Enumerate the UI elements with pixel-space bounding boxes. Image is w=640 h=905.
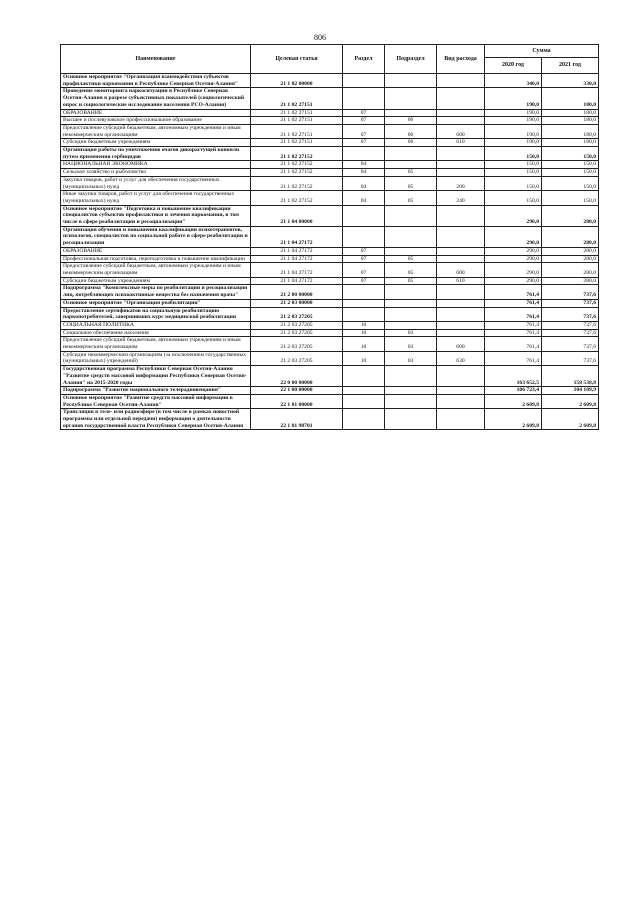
header-subsection: Подраздел [385, 45, 437, 74]
cell-section: 04 [343, 169, 385, 177]
table-row [61, 277, 599, 285]
cell-name: Высшее и послевузовское профессиональное образование [61, 117, 251, 125]
cell-2020: 163 652,5 [485, 366, 542, 387]
cell-2020: 150,0 [485, 147, 542, 161]
cell-expense-type [437, 299, 485, 307]
table-row [61, 337, 599, 351]
cell-expense-type: 610 [437, 277, 485, 285]
cell-name: Основное мероприятие "Организация взаимодействия субъектов профилактики наркомании в Республике Северная Осетия-Алания" [61, 74, 251, 88]
cell-name: Основное мероприятие "Подготовка и повышение квалификации специалистов субъектов профилактики и лечения наркомании, в том числе в сфере реабилитации и ресоциализации" [61, 205, 251, 226]
table-row [61, 366, 599, 387]
cell-2020: 761,4 [485, 337, 542, 351]
cell-2020: 290,0 [485, 263, 542, 277]
cell-subsection [385, 387, 437, 395]
cell-subsection: 05 [385, 176, 437, 190]
cell-subsection: 06 [385, 124, 437, 138]
cell-2021: 280,0 [542, 205, 599, 226]
cell-section: 10 [343, 337, 385, 351]
table-row [61, 307, 599, 321]
cell-2020: 190,0 [485, 124, 542, 138]
cell-section [343, 285, 385, 299]
cell-expense-type [437, 147, 485, 161]
cell-section: 07 [343, 277, 385, 285]
cell-2021: 180,0 [542, 139, 599, 147]
cell-2020: 106 723,4 [485, 387, 542, 395]
table-row [61, 191, 599, 205]
cell-expense-type [437, 329, 485, 337]
cell-subsection [385, 321, 437, 329]
cell-expense-type: 600 [437, 263, 485, 277]
cell-expense-type [437, 409, 485, 430]
table-row [61, 321, 599, 329]
cell-2021: 737,6 [542, 329, 599, 337]
cell-subsection [385, 285, 437, 299]
cell-2020: 190,0 [485, 88, 542, 109]
cell-subsection [385, 74, 437, 88]
table-body [61, 74, 599, 430]
cell-subsection [385, 394, 437, 408]
cell-2020: 150,0 [485, 161, 542, 169]
cell-code: 21 1 04 27172 [251, 247, 343, 255]
header-year-2021: 2021 год [542, 58, 599, 74]
cell-name: Проведение мониторинга наркоситуации в Республике Северная Осетия-Алания в разрезе субъективных показателей (социологический опрос и социологические исследование населения РСО-Алания) [61, 88, 251, 109]
cell-expense-type [437, 205, 485, 226]
cell-expense-type [437, 307, 485, 321]
cell-section: 07 [343, 255, 385, 263]
cell-code: 21 1 02 27152 [251, 147, 343, 161]
cell-code: 21 2 03 27205 [251, 337, 343, 351]
cell-section: 04 [343, 161, 385, 169]
cell-subsection: 06 [385, 139, 437, 147]
header-year-2020: 2020 год [485, 58, 542, 74]
cell-section: 07 [343, 117, 385, 125]
cell-name: Государственная программа Республики Северная Осетия-Алания "Развитие средств массовой информации Республики Северная Осетия-Алания" на 2015-2020 годы [61, 366, 251, 387]
cell-2020: 190,0 [485, 117, 542, 125]
cell-section [343, 394, 385, 408]
cell-2020: 150,0 [485, 176, 542, 190]
table-row [61, 169, 599, 177]
cell-name: Основное мероприятие "Организация реабилитации" [61, 299, 251, 307]
cell-2020: 290,0 [485, 205, 542, 226]
table-row [61, 147, 599, 161]
cell-section: 04 [343, 176, 385, 190]
cell-subsection [385, 409, 437, 430]
table-row [61, 285, 599, 299]
cell-section: 10 [343, 321, 385, 329]
cell-2021: 2 609,8 [542, 394, 599, 408]
cell-subsection [385, 161, 437, 169]
cell-section [343, 147, 385, 161]
table-row [61, 263, 599, 277]
cell-expense-type [437, 255, 485, 263]
cell-subsection [385, 299, 437, 307]
cell-section [343, 366, 385, 387]
cell-code: 21 1 02 27152 [251, 161, 343, 169]
cell-code: 21 1 04 27172 [251, 255, 343, 263]
cell-expense-type: 610 [437, 139, 485, 147]
cell-code: 21 1 02 27151 [251, 117, 343, 125]
table-row [61, 387, 599, 395]
cell-section: 04 [343, 191, 385, 205]
cell-name: Закупка товаров, работ и услуг для обеспечения государственных (муниципальных) нужд [61, 176, 251, 190]
cell-2021: 150,0 [542, 161, 599, 169]
cell-code: 22 1 01 00000 [251, 394, 343, 408]
cell-2021: 737,6 [542, 307, 599, 321]
table-row [61, 88, 599, 109]
cell-section: 07 [343, 139, 385, 147]
header-expense-type: Вид расхода [437, 45, 485, 74]
cell-expense-type: 200 [437, 176, 485, 190]
cell-subsection: 03 [385, 329, 437, 337]
cell-section [343, 299, 385, 307]
cell-section [343, 226, 385, 247]
cell-code: 21 1 04 27172 [251, 226, 343, 247]
table-row [61, 299, 599, 307]
cell-2020: 290,0 [485, 226, 542, 247]
cell-expense-type [437, 109, 485, 117]
table-row [61, 117, 599, 125]
cell-subsection: 05 [385, 277, 437, 285]
table-row [61, 139, 599, 147]
cell-name: Трансляция в теле- или радиоэфире (в том числе в рамках новостной программы или отдельной передачи) информации о деятельности органов государственной власти Республики Северная Осетия-Алания [61, 409, 251, 430]
cell-code: 21 1 04 27172 [251, 263, 343, 277]
cell-2021: 280,0 [542, 226, 599, 247]
cell-code: 21 1 02 27151 [251, 139, 343, 147]
cell-2021: 2 609,8 [542, 409, 599, 430]
cell-name: Организация обучения и повышения квалификации психотерапевтов, психологов, специалистов по социальной работе в сфере реабилитации и ресоциализации [61, 226, 251, 247]
cell-subsection: 05 [385, 255, 437, 263]
cell-2021: 330,0 [542, 74, 599, 88]
cell-2020: 761,4 [485, 329, 542, 337]
cell-2020: 340,0 [485, 74, 542, 88]
table-row [61, 394, 599, 408]
cell-2021: 104 109,9 [542, 387, 599, 395]
cell-name: НАЦИОНАЛЬНАЯ ЭКОНОМИКА [61, 161, 251, 169]
table-row [61, 247, 599, 255]
cell-expense-type [437, 117, 485, 125]
cell-code: 21 1 02 27151 [251, 109, 343, 117]
cell-section [343, 307, 385, 321]
cell-name: Предоставление субсидий бюджетным, автономным учреждениям и иным некоммерческим организациям [61, 263, 251, 277]
cell-2020: 2 609,8 [485, 409, 542, 430]
cell-name: Предоставление субсидий бюджетным, автономным учреждениям и иным некоммерческим организациям [61, 124, 251, 138]
table-row [61, 226, 599, 247]
cell-2021: 180,0 [542, 109, 599, 117]
cell-name: ОБРАЗОВАНИЕ [61, 247, 251, 255]
cell-section [343, 74, 385, 88]
cell-code: 21 1 02 27152 [251, 169, 343, 177]
cell-code: 21 2 03 27205 [251, 329, 343, 337]
cell-name: Организация работы по уничтожению очагов дикорастущей конопли путем применения гербицидов [61, 147, 251, 161]
cell-subsection [385, 226, 437, 247]
cell-code: 22 1 01 98701 [251, 409, 343, 430]
cell-code: 21 2 00 00000 [251, 285, 343, 299]
cell-code: 21 1 02 27151 [251, 124, 343, 138]
cell-expense-type [437, 285, 485, 299]
cell-section [343, 88, 385, 109]
cell-2020: 150,0 [485, 169, 542, 177]
cell-name: Социальное обеспечение населения [61, 329, 251, 337]
cell-code: 21 2 03 27205 [251, 351, 343, 365]
cell-code: 21 1 02 27151 [251, 88, 343, 109]
cell-2020: 761,4 [485, 299, 542, 307]
cell-expense-type [437, 394, 485, 408]
header-sum: Сумма [485, 45, 599, 58]
cell-code: 21 1 02 27152 [251, 176, 343, 190]
cell-code: 21 2 03 27205 [251, 321, 343, 329]
cell-expense-type: 600 [437, 337, 485, 351]
cell-subsection: 05 [385, 263, 437, 277]
cell-code: 21 1 04 00000 [251, 205, 343, 226]
cell-name: ОБРАЗОВАНИЕ [61, 109, 251, 117]
cell-2021: 280,0 [542, 277, 599, 285]
cell-code: 22 0 00 00000 [251, 366, 343, 387]
cell-2021: 280,0 [542, 255, 599, 263]
cell-expense-type: 630 [437, 351, 485, 365]
header-code: Целевая статья [251, 45, 343, 74]
cell-expense-type [437, 321, 485, 329]
cell-expense-type [437, 74, 485, 88]
table-row [61, 409, 599, 430]
cell-code: 21 1 04 27172 [251, 277, 343, 285]
cell-expense-type [437, 169, 485, 177]
table-row [61, 74, 599, 88]
cell-2021: 158 538,8 [542, 366, 599, 387]
cell-name: Подпрограмма "Развитие национального телерадиовещания" [61, 387, 251, 395]
cell-name: Субсидии некоммерческим организациям (за исключением государственных (муниципальных) учреждений) [61, 351, 251, 365]
cell-section: 07 [343, 247, 385, 255]
header-row [61, 45, 599, 58]
page-number: 806 [314, 33, 326, 42]
cell-expense-type [437, 387, 485, 395]
cell-subsection [385, 307, 437, 321]
cell-name: Сельское хозяйство и рыболовство [61, 169, 251, 177]
cell-section: 10 [343, 329, 385, 337]
cell-2021: 280,0 [542, 263, 599, 277]
cell-2021: 180,0 [542, 88, 599, 109]
cell-2021: 150,0 [542, 169, 599, 177]
table-row [61, 109, 599, 117]
cell-name: Субсидии бюджетным учреждениям [61, 139, 251, 147]
cell-2021: 737,6 [542, 285, 599, 299]
cell-2021: 737,6 [542, 351, 599, 365]
cell-2021: 150,0 [542, 191, 599, 205]
cell-expense-type: 600 [437, 124, 485, 138]
cell-2020: 290,0 [485, 247, 542, 255]
cell-2020: 761,4 [485, 307, 542, 321]
cell-2020: 190,0 [485, 139, 542, 147]
cell-2021: 737,6 [542, 337, 599, 351]
table-row [61, 124, 599, 138]
cell-section: 10 [343, 351, 385, 365]
cell-code: 21 1 02 00000 [251, 74, 343, 88]
table-row [61, 329, 599, 337]
cell-2021: 737,6 [542, 299, 599, 307]
cell-subsection: 05 [385, 191, 437, 205]
cell-2021: 180,0 [542, 124, 599, 138]
cell-2020: 290,0 [485, 277, 542, 285]
cell-2021: 280,0 [542, 247, 599, 255]
cell-expense-type [437, 226, 485, 247]
cell-subsection [385, 366, 437, 387]
cell-name: СОЦИАЛЬНАЯ ПОЛИТИКА [61, 321, 251, 329]
cell-2020: 290,0 [485, 255, 542, 263]
cell-subsection [385, 247, 437, 255]
cell-2021: 150,0 [542, 176, 599, 190]
cell-name: Предоставление сертификатов на социальную реабилитацию наркопотребителей, завершивших курс медицинской реабилитации [61, 307, 251, 321]
cell-section [343, 409, 385, 430]
cell-subsection [385, 88, 437, 109]
cell-subsection: 06 [385, 117, 437, 125]
header-section: Раздел [343, 45, 385, 74]
cell-expense-type [437, 247, 485, 255]
cell-subsection: 05 [385, 169, 437, 177]
cell-subsection [385, 205, 437, 226]
cell-2020: 761,4 [485, 351, 542, 365]
cell-2020: 2 609,8 [485, 394, 542, 408]
cell-name: Иные закупки товаров, работ и услуг для обеспечения государственных (муниципальных) нужд [61, 191, 251, 205]
budget-table [60, 44, 599, 430]
cell-2020: 761,4 [485, 321, 542, 329]
cell-code: 21 2 03 00000 [251, 299, 343, 307]
cell-expense-type [437, 161, 485, 169]
cell-subsection [385, 147, 437, 161]
cell-code: 21 1 02 27152 [251, 191, 343, 205]
cell-name: Субсидии бюджетным учреждениям [61, 277, 251, 285]
table-row [61, 161, 599, 169]
cell-subsection: 03 [385, 351, 437, 365]
table-row [61, 205, 599, 226]
cell-section: 07 [343, 124, 385, 138]
cell-section: 07 [343, 109, 385, 117]
cell-2020: 190,0 [485, 109, 542, 117]
cell-name: Основное мероприятие "Развитие средств массовой информации в Республике Северная Осетия-Алания" [61, 394, 251, 408]
cell-section: 07 [343, 263, 385, 277]
cell-name: Профессиональная подготовка, переподготовка и повышение квалификации [61, 255, 251, 263]
cell-2020: 761,4 [485, 285, 542, 299]
cell-section [343, 205, 385, 226]
cell-2020: 150,0 [485, 191, 542, 205]
cell-expense-type [437, 88, 485, 109]
cell-2021: 180,0 [542, 117, 599, 125]
cell-code: 22 1 00 00000 [251, 387, 343, 395]
cell-name: Подпрограмма "Комплексные меры по реабилитации и ресоциализации лиц, потребляющих психоактивные вещества без назначения врача" [61, 285, 251, 299]
cell-name: Предоставление субсидий бюджетным, автономным учреждениям и иным некоммерческим организациям [61, 337, 251, 351]
cell-2021: 737,6 [542, 321, 599, 329]
header-name: Наименование [61, 45, 251, 74]
table-row [61, 351, 599, 365]
table-row [61, 255, 599, 263]
cell-section [343, 387, 385, 395]
cell-code: 21 2 03 27205 [251, 307, 343, 321]
table-row [61, 176, 599, 190]
cell-expense-type: 240 [437, 191, 485, 205]
cell-2021: 150,0 [542, 147, 599, 161]
cell-subsection [385, 109, 437, 117]
cell-subsection: 03 [385, 337, 437, 351]
cell-expense-type [437, 366, 485, 387]
